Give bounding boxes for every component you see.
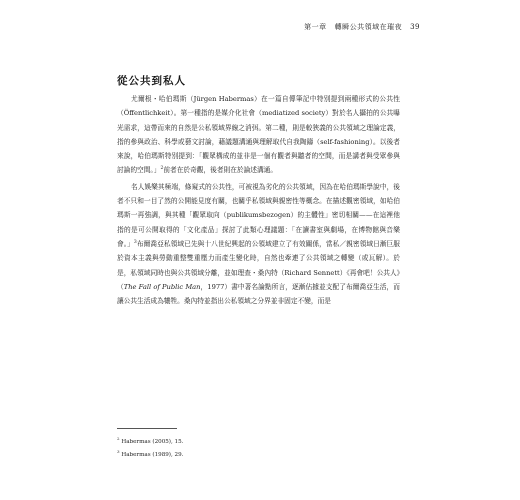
paragraph [117,180,400,309]
chapter-label: 第一章 [304,23,327,31]
text-run: 尤爾根・哈伯瑪斯（Jürgen Habermas）在一篇自傳筆記中特別提到兩種形式的公共性（Öffentlichkeit）。第一種指的是媒介化社會（mediatized society）對於名人攝拍的公共曝光需求，這帶而來的自然是公私領域界線之消弭。第二種，則是較狹義的公共領域之理論定義，指的參與政治、科學或藝文討論，藉議題溝通與理解取代自我陶鑄（self-fashioning）。以後者來說，哈伯瑪斯特別提到：「觀眾構成的並非是一個有觀者與聽者的空間，而是講者與受眾參與討論的空間。」 [117,95,400,175]
text-run: ，1977）書中著名論點所言，逐漸佔據並支配了布爾喬亞生活，而讓公共生活成為犧牲。桑內特並指出公私領域之分界並非固定不變，而是 [117,282,400,306]
section-heading: 從公共到私人 [117,75,186,87]
running-title: 轉瞬公共領域在璀夜 [334,23,403,31]
footnote-marker[interactable]: 2 [160,166,164,172]
footnote-text: Habermas (2005), 15. [119,438,184,445]
footnote [117,447,400,460]
footnote-text: Habermas (1989), 29. [119,451,184,458]
footnote [117,434,400,447]
page-number: 39 [410,23,420,31]
footnotes [117,428,400,460]
text-run: 布爾喬亞私領域已先與十八世紀興起的公領域建立了有效關係，當私／親密領域日漸巨服於資本主義與勞動重整雙重壓力而產生變化時，自然也牽連了公共領域之轉變（或瓦解）。於是，私領域同時也與公共領域分離，並如理查・桑內特（Richard Sennett）《再會吧！公共人》（ [117,239,400,291]
paragraph [117,92,400,178]
footnote-rule [117,428,177,429]
footnote-number: 2 [117,436,120,441]
footnote-number: 3 [117,448,120,454]
text-run: 前者在於奇觀，後者則在於論述溝通。 [163,166,278,175]
body-text [117,92,400,308]
text-run: 名人娛樂其極端，條窺式的公共性，可被視為劣化的公共領域，因為在哈伯瑪斯學說中，後者不只和一目了然的公開能見度有關，也關乎私領域與親密性等概念。在描述觀密領域，如哈伯瑪斯一再強調，與其種「觀眾取向（publikumsbezogen）的主體性」密切相關——在這裡他指的是可公開取得的「文化產品」探討了此類心理議題：「在讀書室與劇場，在博物館與音樂會。」 [117,182,400,248]
running-header [304,22,420,32]
footnote-marker[interactable]: 3 [133,239,137,245]
book-title-italic: The Fall of Public Man [123,282,201,291]
